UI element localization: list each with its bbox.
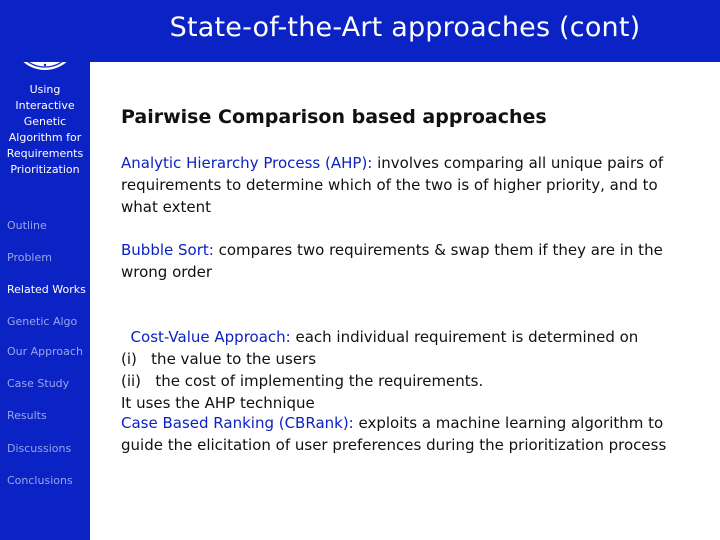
approach-text: It uses the AHP technique — [121, 394, 315, 412]
approach-text: exploits a machine learning algorithm to — [353, 414, 664, 432]
nav-item-outline[interactable]: Outline — [7, 219, 47, 232]
presentation-title-line: Requirements — [6, 147, 84, 160]
approach-text: involves comparing all unique pairs of — [372, 154, 664, 172]
approach-text: compares two requirements & swap them if they are in the — [213, 241, 663, 259]
sidebar — [0, 0, 90, 540]
nav-item-our-approach[interactable]: Our Approach — [7, 345, 83, 358]
approach-text: what extent — [121, 198, 211, 216]
approach-text: (i) the value to the users — [121, 350, 317, 368]
approach-cbrank — [121, 412, 681, 456]
presentation-title-line: Using — [29, 83, 61, 96]
approach-text: wrong order — [121, 263, 213, 281]
approach-term: Bubble Sort: — [121, 241, 214, 259]
presentation-title-line: Prioritization — [10, 163, 80, 176]
section-heading: Pairwise Comparison based approaches — [121, 106, 547, 128]
nav-item-genetic-algo[interactable]: Genetic Algo — [7, 315, 78, 328]
approach-term: Analytic Hierarchy Process (AHP): — [121, 154, 373, 172]
approach-term: Cost-Value Approach: — [130, 328, 291, 346]
approach-ahp — [121, 152, 681, 218]
slide-title: State-of-the-Art approaches (cont) — [169, 12, 641, 43]
presentation-title-line: Interactive — [15, 99, 75, 112]
nav-item-case-study[interactable]: Case Study — [7, 377, 70, 390]
approach-text: requirements to determine which of the two is of higher priority, and to — [121, 176, 658, 194]
nav-item-related-works[interactable]: Related Works — [7, 283, 86, 296]
nav-item-results[interactable]: Results — [7, 409, 47, 422]
approach-cost-value — [121, 304, 681, 414]
approach-bubble-sort — [121, 239, 681, 283]
nav-item-problem[interactable]: Problem — [7, 251, 52, 264]
title-bar — [0, 0, 720, 62]
presentation-title-line: Algorithm for — [8, 131, 82, 144]
approach-text: (ii) the cost of implementing the requirements. — [121, 372, 484, 390]
approach-text: each individual requirement is determined on — [290, 328, 639, 346]
presentation-title — [0, 82, 90, 178]
nav-item-discussions[interactable]: Discussions — [7, 442, 72, 455]
approach-text: guide the elicitation of user preferences during the prioritization process — [121, 436, 667, 454]
presentation-title-line: Genetic — [23, 115, 67, 128]
nav-item-conclusions[interactable]: Conclusions — [7, 474, 73, 487]
approach-term: Case Based Ranking (CBRank): — [121, 414, 354, 432]
